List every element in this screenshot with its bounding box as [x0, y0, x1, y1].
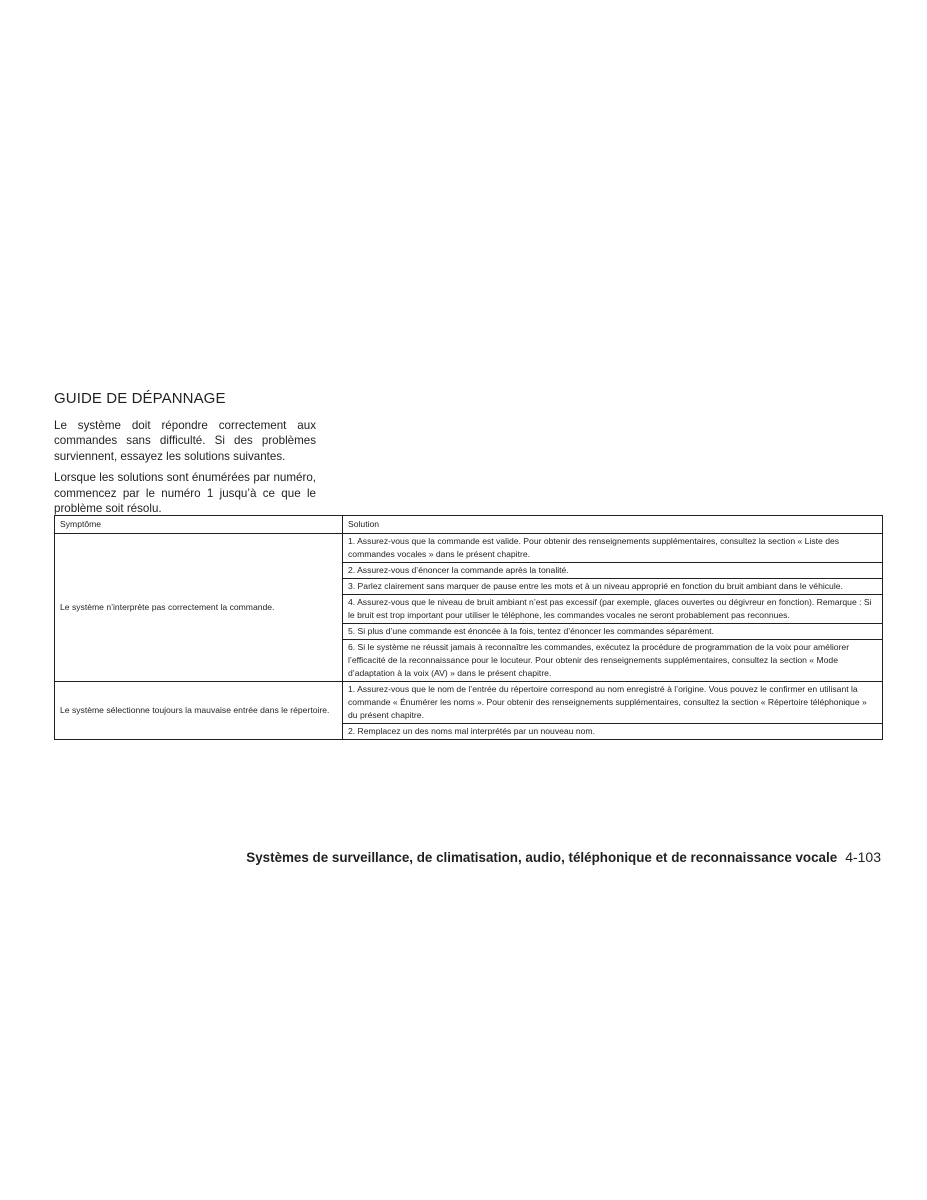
- solution-cell: 1. Assurez-vous que la commande est valide. Pour obtenir des renseignements supplémentaires, consultez la section « Liste des commandes vocales » dans le présent chapitre.: [343, 534, 883, 563]
- page-footer: [246, 849, 881, 865]
- symptom-cell: Le système sélectionne toujours la mauvaise entrée dans le répertoire.: [55, 682, 343, 740]
- troubleshooting-table: [54, 515, 883, 740]
- solution-cell: 6. Si le système ne réussit jamais à reconnaître les commandes, exécutez la procédure de programmation de la voix pour améliorer l’efficacité de la reconnaissance pour le locuteur. Pour obtenir des renseignements supplémentaires, consultez la section « Mode d’adaptation à la voix (AV) » dans le présent chapitre.: [343, 640, 883, 682]
- symptom-cell: Le système n’interprète pas correctement la commande.: [55, 534, 343, 682]
- intro-paragraph-1: Le système doit répondre correctement aux commandes sans difficulté. Si des problèmes surviennent, essayez les solutions suivantes.: [54, 419, 316, 463]
- section-title: GUIDE DE DÉPANNAGE: [54, 390, 226, 407]
- chapter-title: Systèmes de surveillance, de climatisation, audio, téléphonique et de reconnaissance vocale: [246, 850, 838, 865]
- table-row: [55, 682, 883, 724]
- table-header-row: [55, 516, 883, 534]
- solution-cell: 3. Parlez clairement sans marquer de pause entre les mots et à un niveau approprié en fonction du bruit ambiant dans le véhicule.: [343, 579, 883, 595]
- solution-cell: 1. Assurez-vous que le nom de l’entrée du répertoire correspond au nom enregistré à l’origine. Vous pouvez le confirmer en utilisant la commande « Énumérer les noms ». Pour obtenir des renseignements supplémentaires, consultez la section « Répertoire téléphonique » du présent chapitre.: [343, 682, 883, 724]
- header-solution: Solution: [343, 516, 883, 534]
- solution-cell: 5. Si plus d’une commande est énoncée à la fois, tentez d’énoncer les commandes séparément.: [343, 624, 883, 640]
- intro-paragraph-2: Lorsque les solutions sont énumérées par numéro, commencez par le numéro 1 jusqu’à ce que le problème soit résolu.: [54, 471, 316, 516]
- solution-cell: 2. Remplacez un des noms mal interprétés par un nouveau nom.: [343, 724, 883, 740]
- solution-cell: 2. Assurez-vous d’énoncer la commande après la tonalité.: [343, 563, 883, 579]
- page-number: 4-103: [845, 849, 881, 865]
- solution-cell: 4. Assurez-vous que le niveau de bruit ambiant n’est pas excessif (par exemple, glaces ouvertes ou dégivreur en fonction). Remarque : Si le bruit est trop important pour utiliser le téléphone, les commandes vocales ne seront probablement pas reconnues.: [343, 595, 883, 624]
- header-symptom: Symptôme: [55, 516, 343, 534]
- intro-text: [54, 418, 316, 522]
- table-row: [55, 534, 883, 563]
